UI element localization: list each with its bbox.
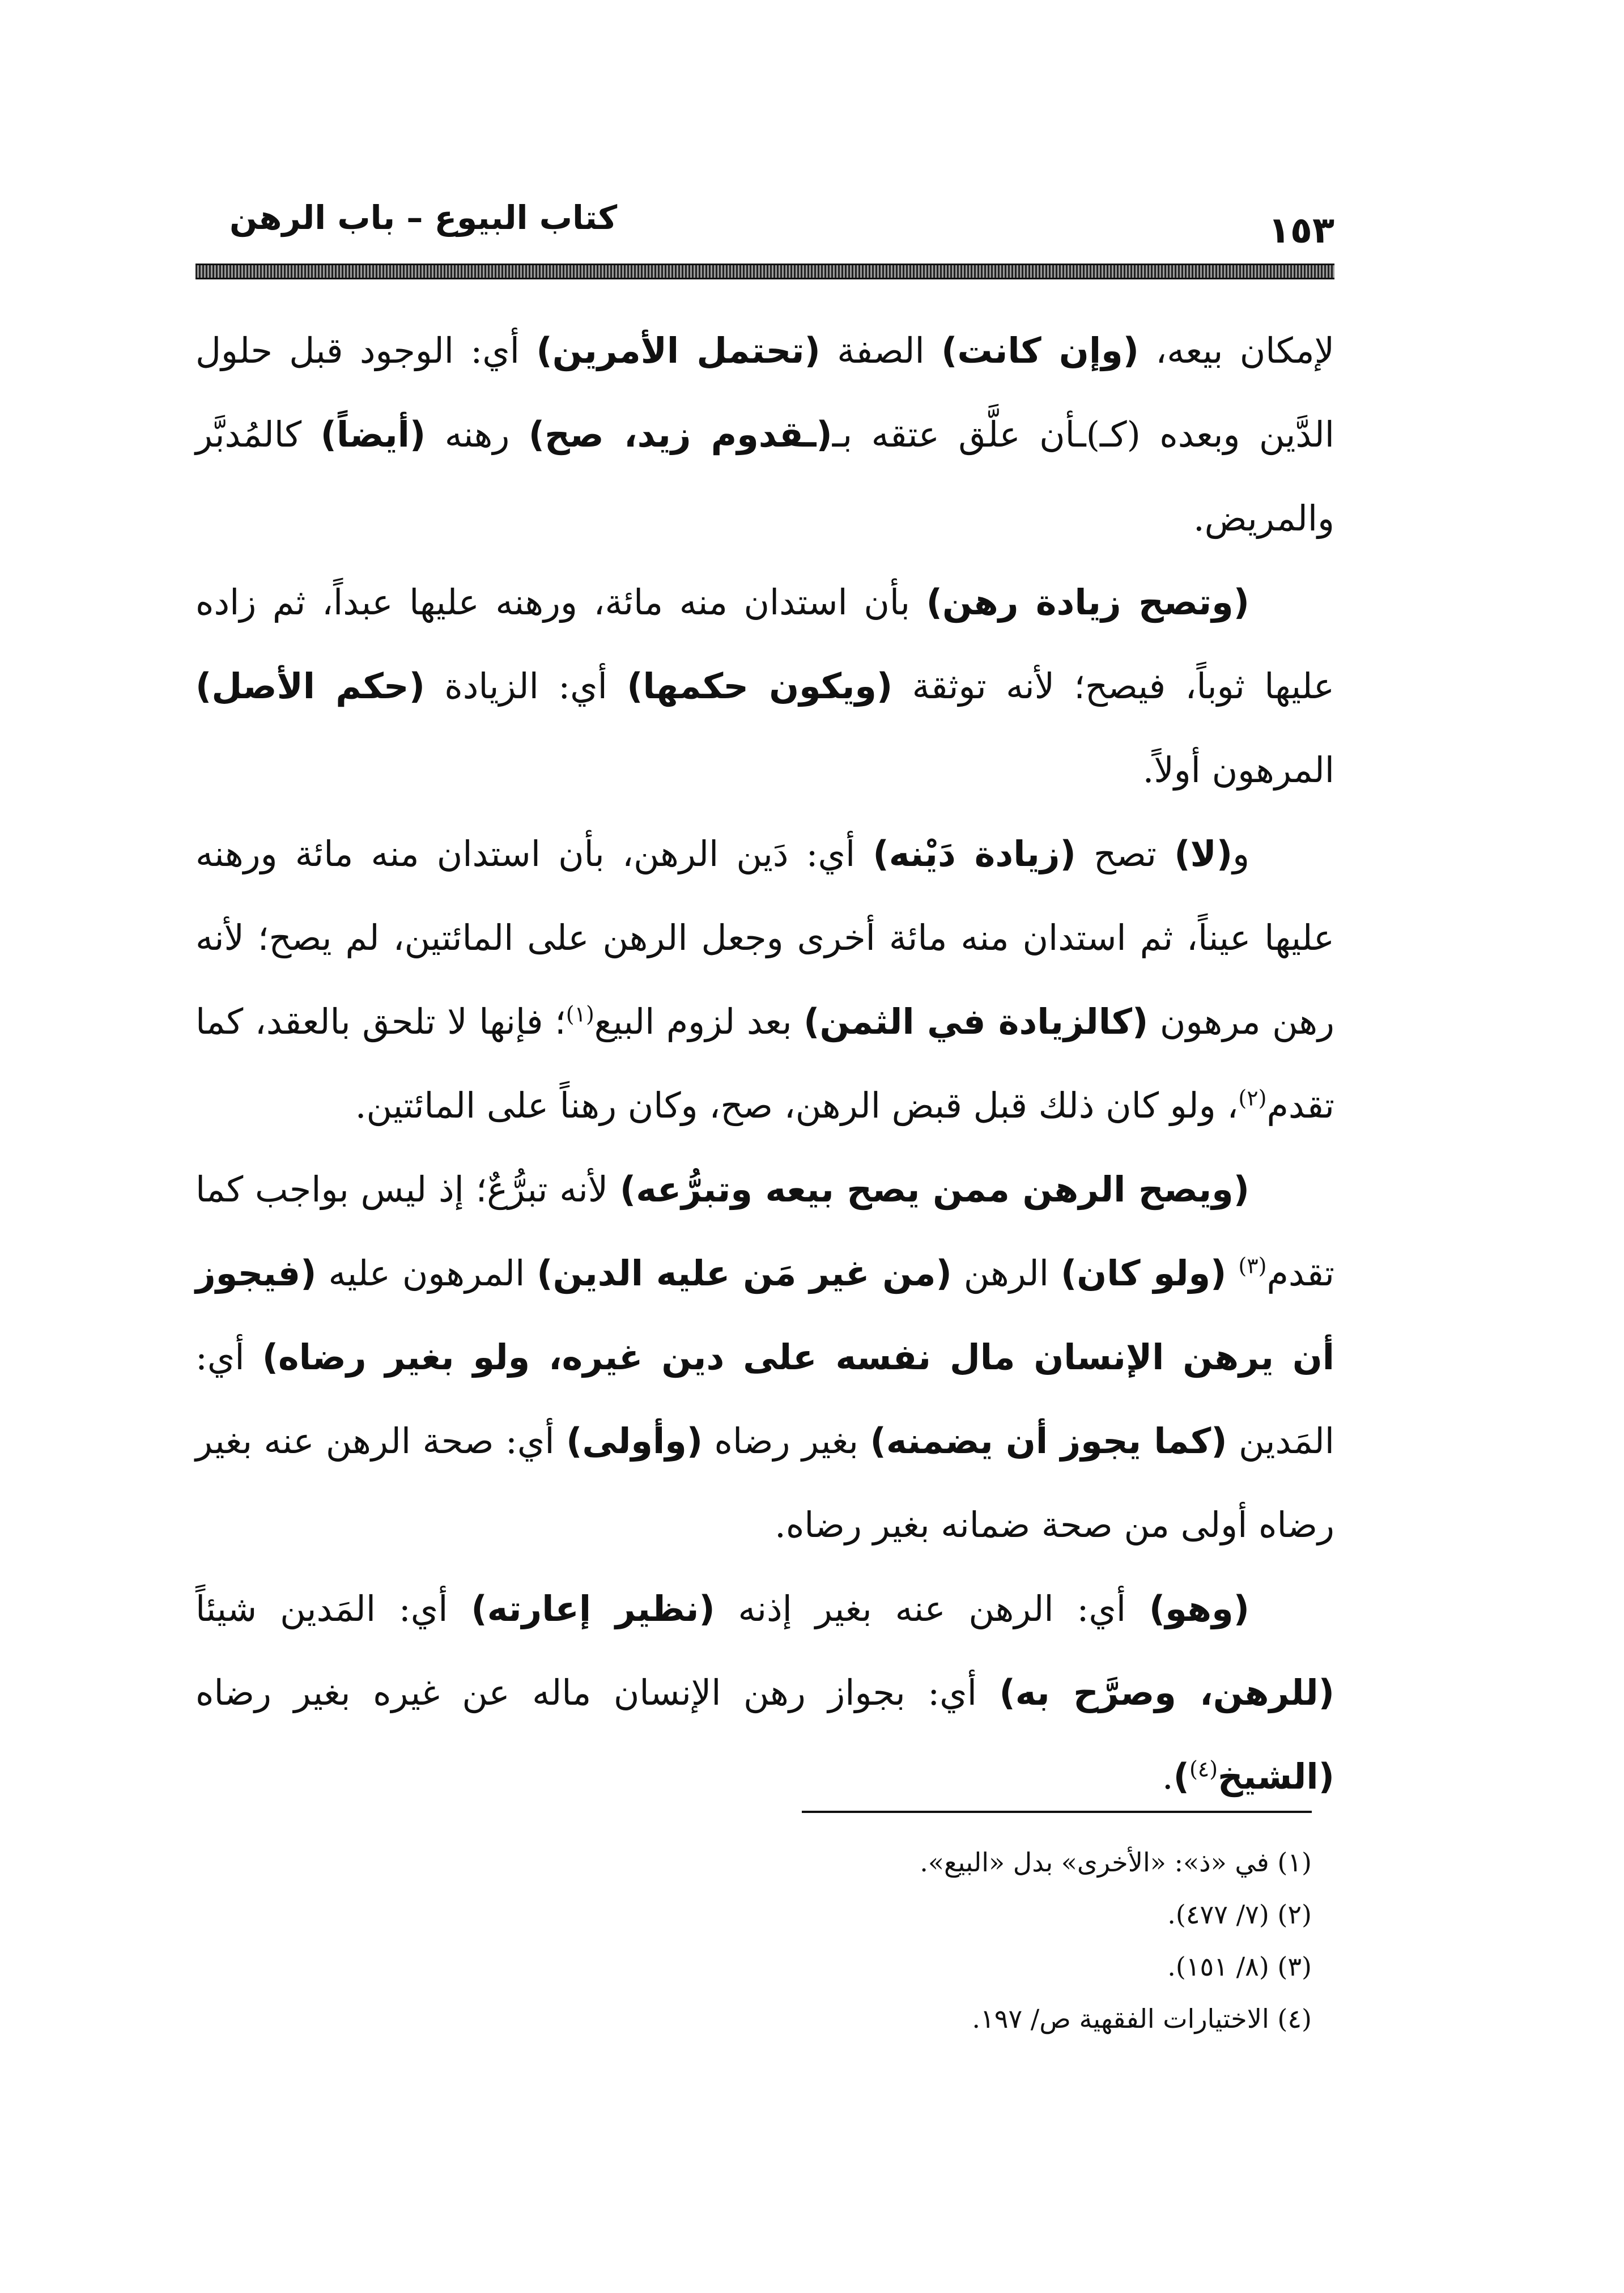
sharh-text: لأنه تبرُّعٌ؛ إذ ليس بواجب كما تقدم: [195, 1169, 1334, 1294]
sharh-text: أي: الوجود قبل حلول الدَّين وبعده (كـ)ـأن علَّق عتقه بـ: [195, 330, 1334, 455]
matn-text: ): [1173, 1756, 1189, 1797]
matn-text: (كما يجوز أن يضمنه): [870, 1420, 1227, 1462]
sharh-text: بعد لزوم البيع: [594, 1001, 804, 1042]
main-text: [195, 309, 1334, 1819]
sharh-text: الرهن: [951, 1252, 1061, 1294]
sharh-text: لإمكان بيعه،: [1138, 330, 1335, 371]
matn-text: (وأولى): [566, 1420, 703, 1462]
matn-text: (أيضاً): [320, 414, 426, 455]
sharh-text: و: [1232, 833, 1250, 874]
paragraph: [195, 560, 1334, 812]
sharh-text: [1226, 1252, 1238, 1294]
header-rule: [195, 264, 1334, 279]
matn-text: (تحتمل الأمرين): [536, 330, 820, 371]
footnote-ref: (١): [566, 1001, 594, 1027]
paragraph: [195, 309, 1334, 560]
sharh-text: تصح: [1075, 833, 1175, 874]
sharh-text: ؛ فإنها لا تلحق بالعقد، كما تقدم: [195, 1001, 1334, 1126]
sharh-text: بغير رضاه: [703, 1420, 870, 1462]
matn-text: (حكم الأصل): [195, 665, 425, 707]
sharh-text: ، ولو كان ذلك قبل قبض الرهن، صح، وكان رهناً على المائتين.: [355, 1085, 1239, 1126]
matn-text: (نظير إعارته): [471, 1588, 715, 1629]
footnote: (٣) (٨/ ١٥١).: [1167, 1951, 1312, 1982]
matn-text: (الشيخ: [1218, 1756, 1334, 1797]
sharh-text: المرهون عليه: [316, 1252, 537, 1294]
footnote: (١) في «ذ»: «الأخرى» بدل «البيع».: [920, 1847, 1312, 1878]
sharh-text: الصفة: [820, 330, 942, 371]
matn-text: (زيادة دَيْنه): [873, 833, 1076, 874]
matn-text: (كالزيادة في الثمن): [804, 1001, 1149, 1042]
matn-text: (ـقدوم زيد، صح): [528, 414, 832, 455]
matn-text: (ويصح الرهن ممن يصح بيعه وتبرُّعه): [619, 1169, 1249, 1210]
footnote-ref: (٤): [1189, 1756, 1218, 1782]
sharh-text: أي: المَدين: [195, 1336, 1335, 1462]
sharh-text: أي: صحة الرهن عنه بغير رضاه أولى من صحة ضمانه بغير رضاه.: [195, 1420, 1334, 1545]
matn-text: (لا): [1174, 833, 1233, 874]
matn-text: (للرهن، وصرَّح به): [999, 1672, 1335, 1713]
footnote-ref: (٢): [1238, 1085, 1267, 1111]
matn-text: (ولو كان): [1060, 1252, 1227, 1294]
sharh-text: أي: بجواز رهن الإنسان ماله عن غيره بغير رضاه: [195, 1672, 1000, 1713]
matn-text: (ويكون حكمها): [627, 665, 893, 707]
footnote: (٤) الاختيارات الفقهية ص/ ١٩٧.: [972, 2003, 1312, 2034]
sharh-text: أي: المَدين شيئاً: [195, 1588, 471, 1629]
sharh-text: .: [1162, 1756, 1174, 1797]
paragraph: [195, 1148, 1334, 1567]
sharh-text: بأن استدان منه مائة، ورهنه عليها عبداً، ثم زاده عليها ثوباً، فيصح؛ لأنه توثقة: [195, 581, 1334, 707]
sharh-text: أي: دَين الرهن، بأن استدان منه مائة ورهنه عليها عيناً، ثم استدان منه مائة أخرى وجعل الرهن على المائتين، لم يصح؛ لأنه رهن مرهون: [195, 833, 1334, 1042]
chapter-title: كتاب البيوع – باب الرهن: [229, 198, 618, 237]
matn-text: (وهو): [1149, 1588, 1249, 1629]
sharh-text: أي: الزيادة: [424, 665, 627, 707]
paragraph: [195, 812, 1334, 1148]
footnote: (٢) (٧/ ٤٧٧).: [1167, 1899, 1312, 1930]
matn-text: (من غير مَن عليه الدين): [537, 1252, 952, 1294]
sharh-text: أي: الرهن عنه بغير إذنه: [715, 1588, 1149, 1629]
footnote-ref: (٣): [1238, 1253, 1267, 1279]
running-header: [195, 193, 1334, 252]
footnotes: [567, 1836, 1312, 2045]
matn-text: (وتصح زيادة رهن): [926, 581, 1249, 623]
sharh-text: كالمُدبَّر والمريض.: [195, 414, 1334, 539]
sharh-text: رهنه: [426, 414, 529, 455]
paragraph: [195, 1567, 1334, 1819]
footnote-rule: [802, 1811, 1312, 1813]
matn-text: (فيجوز أن يرهن الإنسان مال نفسه على دين غيره، ولو بغير رضاه): [195, 1252, 1334, 1378]
matn-text: (وإن كانت): [941, 330, 1139, 371]
page-number: ١٥٣: [1268, 210, 1334, 252]
sharh-text: المرهون أولاً.: [1142, 749, 1334, 791]
